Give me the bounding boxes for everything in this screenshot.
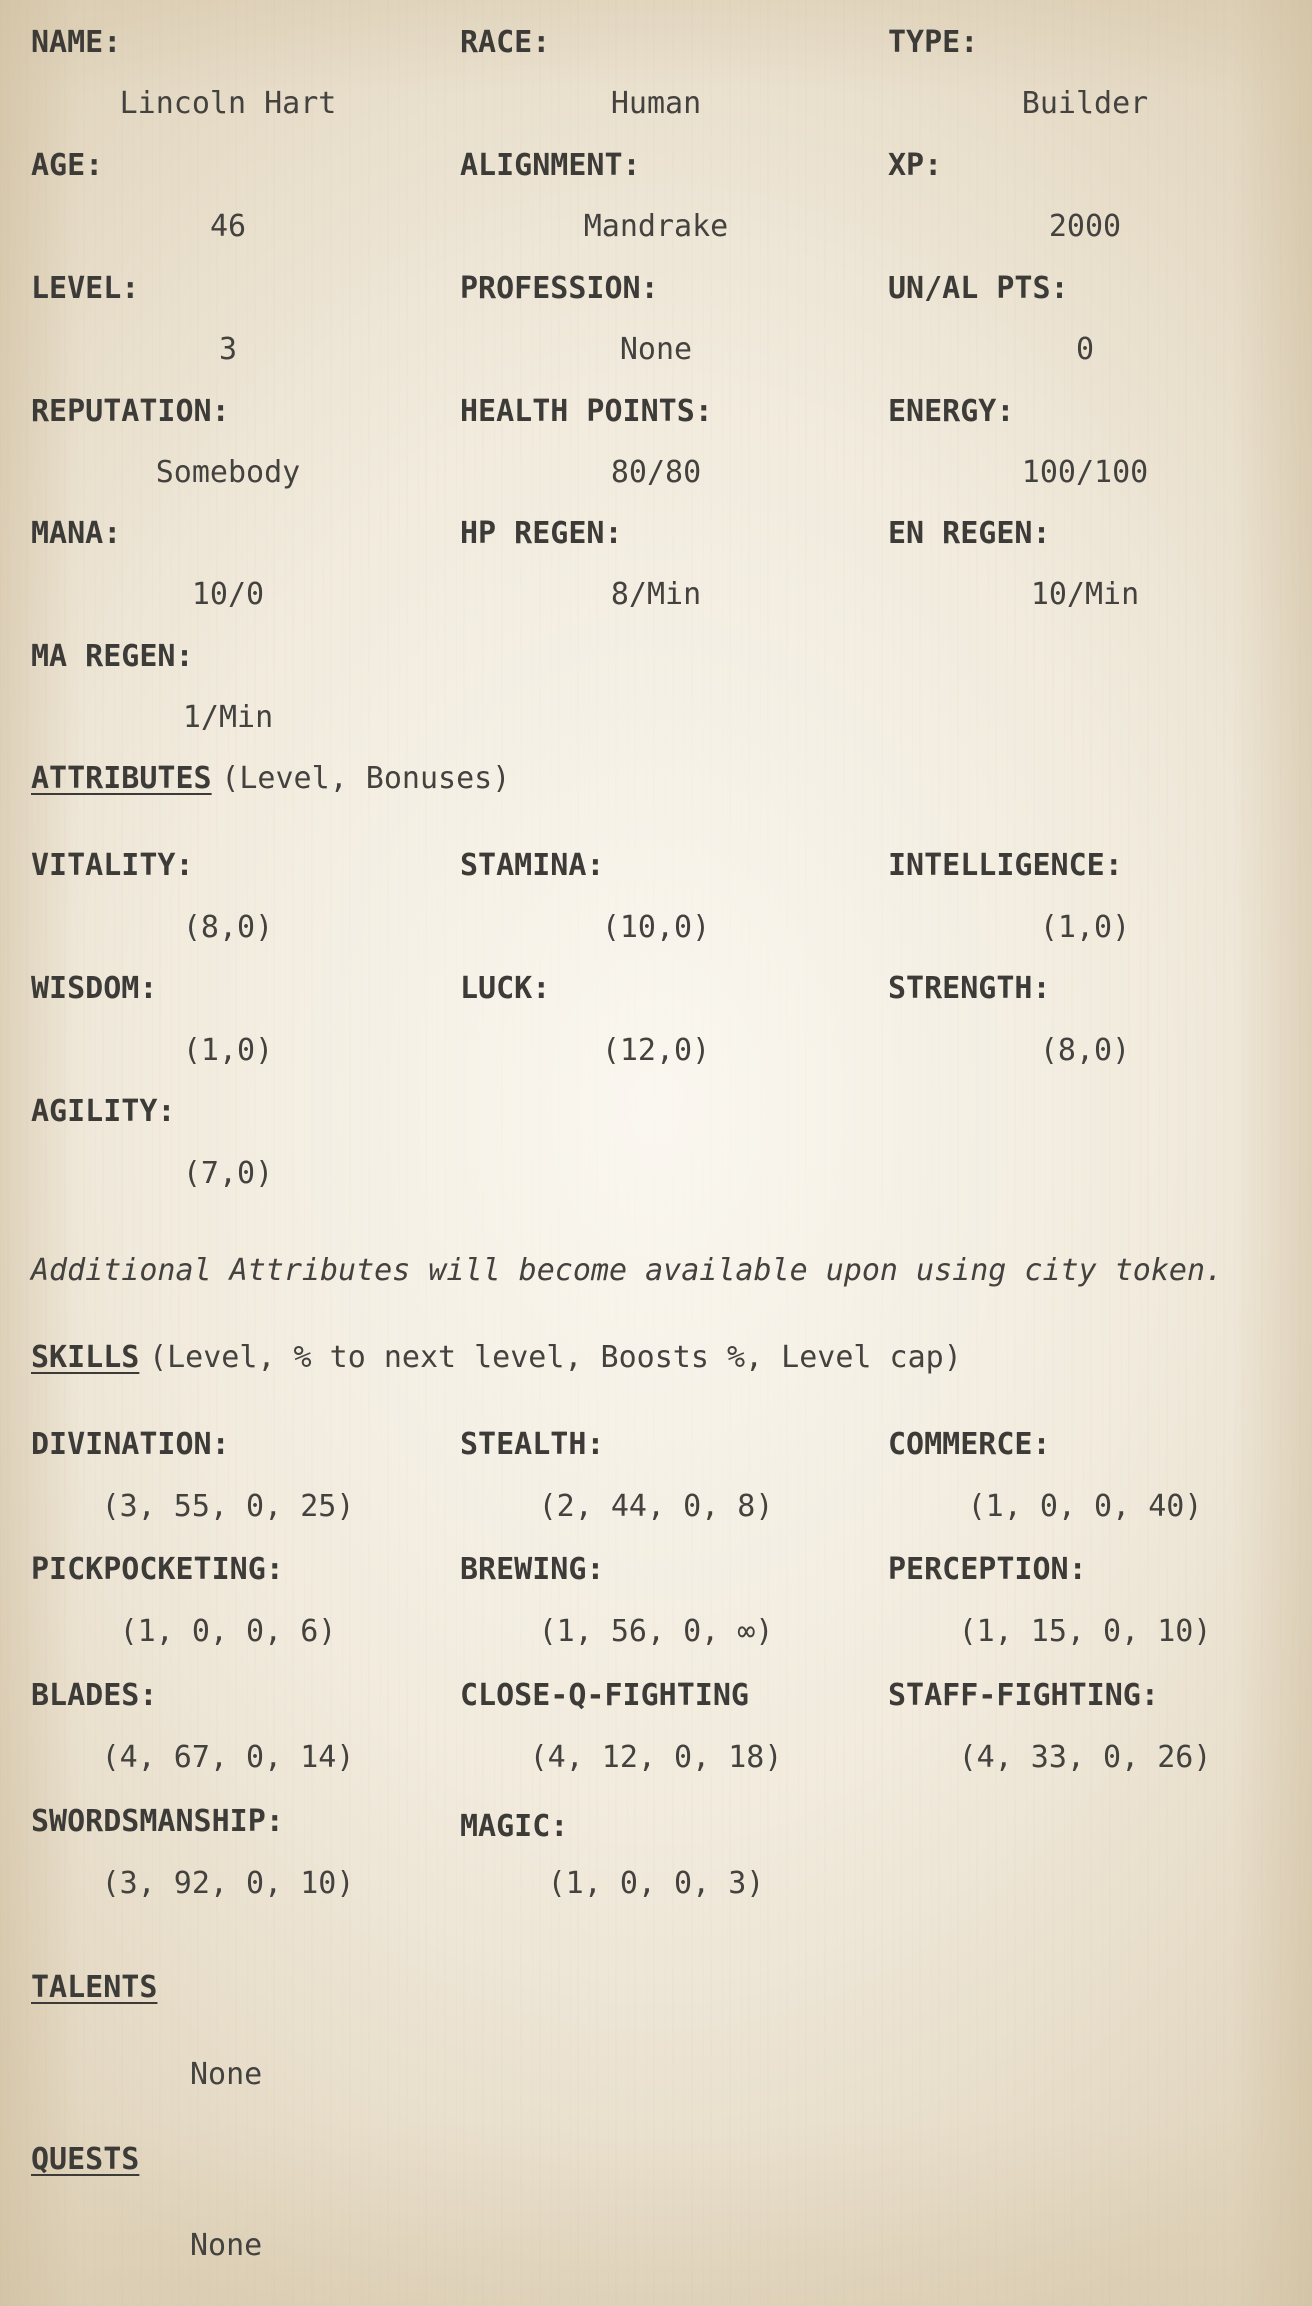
- wisdom-value: (1,0): [182, 1033, 274, 1068]
- swordsmanship-label: SWORDSMANSHIP:: [31, 1804, 284, 1839]
- close-q-fighting-label: CLOSE-Q-FIGHTING: [460, 1678, 749, 1713]
- alignment-label: ALIGNMENT:: [460, 148, 641, 183]
- ma-regen-value: 1/Min: [182, 700, 274, 735]
- luck-value: (12,0): [601, 1033, 711, 1068]
- race-value: Human: [610, 86, 702, 121]
- profession-label: PROFESSION:: [460, 271, 659, 306]
- type-value: Builder: [1021, 86, 1149, 121]
- quests-value: None: [190, 2228, 263, 2263]
- en-regen-value: 10/Min: [1030, 577, 1140, 612]
- stamina-label: STAMINA:: [460, 848, 605, 883]
- alignment-value: Mandrake: [583, 209, 729, 244]
- age-value: 46: [209, 209, 247, 244]
- reputation-label: REPUTATION:: [31, 394, 230, 429]
- level-value: 3: [218, 332, 238, 367]
- brewing-value: (1, 56, 0, ∞): [538, 1614, 774, 1649]
- wisdom-label: WISDOM:: [31, 971, 158, 1006]
- commerce-label: COMMERCE:: [888, 1427, 1051, 1462]
- divination-label: DIVINATION:: [31, 1427, 230, 1462]
- magic-value: (1, 0, 0, 3): [547, 1866, 765, 1901]
- reputation-value: Somebody: [155, 455, 301, 490]
- stamina-value: (10,0): [601, 910, 711, 945]
- brewing-label: BREWING:: [460, 1552, 605, 1587]
- name-label: NAME:: [31, 25, 122, 60]
- health-points-label: HEALTH POINTS:: [460, 394, 713, 429]
- type-label: TYPE:: [888, 25, 979, 60]
- magic-label: MAGIC:: [460, 1809, 569, 1844]
- strength-label: STRENGTH:: [888, 971, 1051, 1006]
- energy-label: ENERGY:: [888, 394, 1015, 429]
- intelligence-label: INTELLIGENCE:: [888, 848, 1123, 883]
- energy-value: 100/100: [1021, 455, 1149, 490]
- close-q-fighting-value: (4, 12, 0, 18): [529, 1740, 783, 1775]
- staff-fighting-value: (4, 33, 0, 26): [958, 1740, 1212, 1775]
- talents-value: None: [190, 2057, 263, 2092]
- mana-label: MANA:: [31, 516, 122, 551]
- xp-value: 2000: [1048, 209, 1122, 244]
- commerce-value: (1, 0, 0, 40): [967, 1489, 1203, 1524]
- agility-value: (7,0): [182, 1156, 274, 1191]
- stealth-value: (2, 44, 0, 8): [538, 1489, 774, 1524]
- skills-subtitle: (Level, % to next level, Boosts %, Level cap): [149, 1340, 962, 1375]
- hp-regen-label: HP REGEN:: [460, 516, 623, 551]
- divination-value: (3, 55, 0, 25): [101, 1489, 355, 1524]
- mana-value: 10/0: [191, 577, 265, 612]
- blades-label: BLADES:: [31, 1678, 158, 1713]
- unal-pts-label: UN/AL PTS:: [888, 271, 1069, 306]
- name-value: Lincoln Hart: [119, 86, 337, 121]
- swordsmanship-value: (3, 92, 0, 10): [101, 1866, 355, 1901]
- intelligence-value: (1,0): [1039, 910, 1131, 945]
- strength-value: (8,0): [1039, 1033, 1131, 1068]
- talents-heading: TALENTS: [31, 1970, 158, 2005]
- attributes-heading: ATTRIBUTES: [31, 761, 212, 796]
- quests-heading: QUESTS: [31, 2142, 140, 2177]
- attributes-note: Additional Attributes will become available upon using city token.: [31, 1253, 1224, 1288]
- xp-label: XP:: [888, 148, 943, 183]
- perception-label: PERCEPTION:: [888, 1552, 1087, 1587]
- ma-regen-label: MA REGEN:: [31, 639, 194, 674]
- level-label: LEVEL:: [31, 271, 140, 306]
- en-regen-label: EN REGEN:: [888, 516, 1051, 551]
- vitality-label: VITALITY:: [31, 848, 194, 883]
- luck-label: LUCK:: [460, 971, 551, 1006]
- blades-value: (4, 67, 0, 14): [101, 1740, 355, 1775]
- pickpocketing-value: (1, 0, 0, 6): [119, 1614, 337, 1649]
- pickpocketing-label: PICKPOCKETING:: [31, 1552, 284, 1587]
- hp-regen-value: 8/Min: [610, 577, 702, 612]
- health-points-value: 80/80: [610, 455, 702, 490]
- perception-value: (1, 15, 0, 10): [958, 1614, 1212, 1649]
- agility-label: AGILITY:: [31, 1094, 176, 1129]
- skills-heading-row: [31, 1340, 962, 1375]
- age-label: AGE:: [31, 148, 104, 183]
- skills-heading: SKILLS: [31, 1340, 140, 1375]
- stealth-label: STEALTH:: [460, 1427, 605, 1462]
- attributes-heading-row: [31, 761, 511, 796]
- profession-value: None: [619, 332, 693, 367]
- race-label: RACE:: [460, 25, 551, 60]
- attributes-subtitle: (Level, Bonuses): [221, 761, 511, 796]
- unal-pts-value: 0: [1075, 332, 1095, 367]
- staff-fighting-label: STAFF-FIGHTING:: [888, 1678, 1159, 1713]
- vitality-value: (8,0): [182, 910, 274, 945]
